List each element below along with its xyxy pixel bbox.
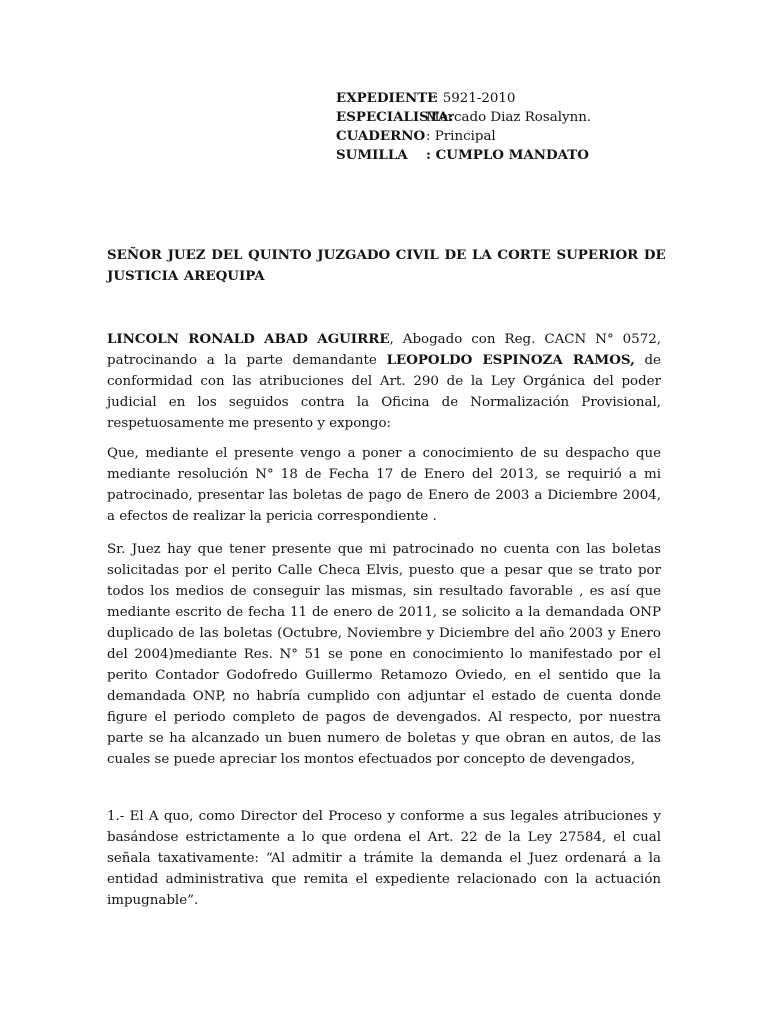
especialista-label: ESPECIALISTA: — [336, 109, 454, 125]
sumilla-value: : CUMPLO MANDATO — [426, 147, 589, 163]
client-name: LEOPOLDO ESPINOZA RAMOS, — [386, 352, 635, 368]
case-header — [336, 89, 591, 165]
especialista-value: Mercado Diaz Rosalynn. — [426, 110, 592, 125]
lawyer-name: LINCOLN RONALD ABAD AGUIRRE — [107, 331, 390, 347]
sumilla-label: SUMILLA — [336, 147, 408, 163]
paragraph-explanation: Sr. Juez hay que tener presente que mi patrocinado no cuenta con las boletas solicitadas por el perito Calle Checa Elvis, puesto que a pesar que se trato por todos los medios de conseguir las mismas, sin resultado favorable , es así que mediante escrito de fecha 11 de enero de 2011, se solicito a la demandada ONP duplicado de las boletas (Octubre, Noviembre y Diciembre del año 2003 y Enero del 2004)mediante Res. N° 51 se pone en conocimiento lo manifestado por el perito Contador Godofredo Guillermo Retamozo Oviedo, en el sentido que la demandada ONP, no habría cumplido con adjuntar el estado de cuenta donde figure el periodo completo de pagos de devengados. Al respecto, por nuestra parte se ha alcanzado un buen numero de boletas y que obran en autos, de las cuales se puede apreciar los montos efectuados por concepto de devengados, — [107, 542, 661, 767]
cuaderno-row — [336, 127, 591, 146]
expediente-label: EXPEDIENTE — [336, 90, 438, 106]
expediente-row — [336, 89, 591, 108]
addressee: SEÑOR JUEZ DEL QUINTO JUZGADO CIVIL DE LA CORTE SUPERIOR DE JUSTICIA AREQUIPA — [107, 247, 666, 284]
intro-text-2: de conformidad con las atribuciones del Art. 290 de la Ley Orgánica del poder judicial en los seguidos contra la Oficina de Normalización Provisional, respetuosamente me presento y expongo: — [107, 353, 661, 431]
expediente-value: : 5921-2010 — [434, 91, 516, 106]
intro-text-1: , Abogado con Reg. CACN N° 0572, patrocinando a la parte demandante — [107, 332, 661, 368]
paragraph-requirement: Que, mediante el presente vengo a poner a conocimiento de su despacho que mediante resolución N° 18 de Fecha 17 de Enero del 2013, se requirió a mi patrocinado, presentar las boletas de pago de Enero de 2003 a Diciembre 2004, a efectos de realizar la pericia correspondiente . — [107, 446, 661, 524]
sumilla-row — [336, 146, 591, 165]
cuaderno-label: CUADERNO — [336, 128, 426, 144]
intro-paragraph — [107, 329, 661, 434]
paragraph-point-1: 1.- El A quo, como Director del Proceso y conforme a sus legales atribuciones y basándose estrictamente a lo que ordena el Art. 22 de la Ley 27584, el cual señala taxativamente: “Al admitir a trámite la demanda el Juez ordenará a la entidad administrativa que remita el expediente relacionado con la actuación impugnable”. — [107, 809, 661, 908]
cuaderno-value: : Principal — [426, 129, 496, 144]
especialista-row — [336, 108, 591, 127]
